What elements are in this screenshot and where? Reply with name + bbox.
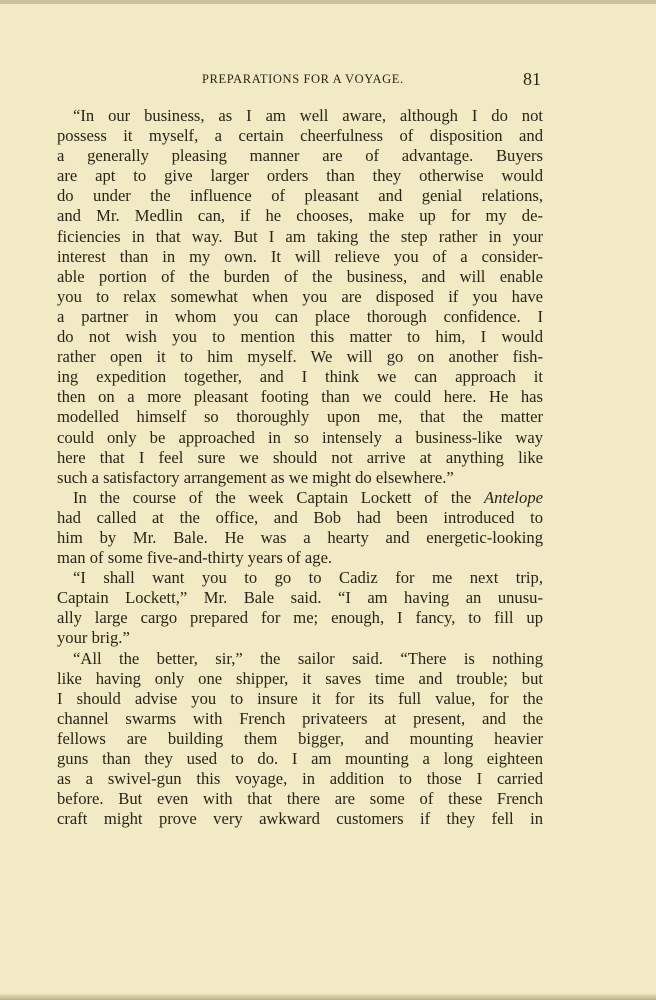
text-line [57, 649, 543, 669]
line-text: able portion of the burden of the business, and will enable [57, 266, 543, 286]
text-line [57, 448, 543, 468]
line-text: craft might prove very awkward customers if they fell in [57, 809, 543, 829]
line-text: rather open it to him myself. We will go on another fish- [57, 347, 543, 367]
text-line [57, 769, 543, 789]
text-line [57, 789, 543, 809]
line-text: do not wish you to mention this matter to him, I would [57, 327, 543, 347]
text-line [57, 669, 543, 689]
line-text: channel swarms with French privateers at present, and the [57, 708, 543, 728]
ship-name: Antelope [484, 487, 543, 507]
line-text: ally large cargo prepared for me; enough, I fancy, to fill up [57, 608, 543, 628]
text-line [57, 287, 543, 307]
text-line [57, 267, 543, 287]
text-line [57, 166, 543, 186]
text-line [57, 568, 543, 588]
line-text: interest than in my own. It will relieve you of a consider- [57, 246, 543, 266]
line-text: had called at the office, and Bob had been introduced to [57, 507, 543, 527]
line-text: man of some five-and-thirty years of age. [57, 548, 333, 568]
line-text: possess it myself, a certain cheerfulness of disposition and [57, 126, 543, 146]
text-line [57, 387, 543, 407]
line-text: guns than they used to do. I am mounting a long eighteen [57, 749, 543, 768]
line-text: are apt to give larger orders than they otherwise would [57, 166, 543, 186]
text-line [57, 468, 543, 488]
text-line [57, 247, 543, 267]
text-line [57, 709, 543, 729]
line-text: In the course of the week Captain Lockett of the [73, 487, 472, 507]
text-line [57, 407, 543, 427]
line-text: such a satisfactory arrangement as we might do elsewhere.” [57, 467, 454, 487]
text-line [57, 367, 543, 387]
line-text: “I shall want you to go to Cadiz for me next trip, [73, 568, 543, 588]
line-text: then on a more pleasant footing than we could here. He has [57, 387, 543, 407]
page-header [57, 69, 543, 91]
line-text: fellows are building them bigger, and mounting heavier [57, 728, 543, 748]
page-top-edge [0, 0, 656, 4]
line-text: do under the influence of pleasant and genial relations, [57, 186, 543, 206]
page-bottom-edge [0, 994, 656, 1000]
text-line [57, 749, 543, 769]
line-text: as a swivel-gun this voyage, in addition to those I carried [57, 769, 543, 789]
line-text: like having only one shipper, it saves time and trouble; but [57, 668, 543, 688]
text-line [57, 206, 543, 226]
line-text: here that I feel sure we should not arrive at anything like [57, 447, 543, 467]
line-text: your brig.” [57, 628, 130, 648]
text-line [57, 428, 543, 448]
line-text: and Mr. Medlin can, if he chooses, make up for my de- [57, 206, 543, 226]
text-line [57, 508, 543, 528]
page-number: 81 [523, 69, 541, 89]
line-text: could only be approached in so intensely a business-like way [57, 427, 543, 447]
line-text: you to relax somewhat when you are disposed if you have [57, 286, 543, 306]
text-line [57, 809, 543, 829]
line-text: a generally pleasing manner are of advantage. Buyers [57, 146, 543, 166]
text-line [57, 689, 543, 709]
text-line [57, 729, 543, 749]
text-line [57, 186, 543, 206]
text-line [57, 307, 543, 327]
text-line [57, 106, 543, 126]
line-text: before. But even with that there are some of these French [57, 789, 543, 809]
body-text [57, 106, 543, 829]
line-text: modelled himself so thoroughly upon me, that the matter [57, 407, 543, 427]
text-line [57, 488, 543, 508]
line-text: Captain Lockett,” Mr. Bale said. “I am having an unusu- [57, 588, 543, 608]
text-line [57, 146, 543, 166]
line-text: a partner in whom you can place thorough confidence. I [57, 306, 543, 326]
text-line [57, 126, 543, 146]
text-line [57, 588, 543, 608]
line-text: “All the better, sir,” the sailor said. “There is nothing [73, 648, 543, 668]
text-line [57, 227, 543, 247]
line-text: “In our business, as I am well aware, although I do not [73, 106, 543, 125]
line-text: ing expedition together, and I think we can approach it [57, 367, 543, 387]
text-line [57, 628, 543, 648]
running-title: PREPARATIONS FOR A VOYAGE. [202, 72, 404, 86]
text-line [57, 327, 543, 347]
text-line [57, 528, 543, 548]
text-line [57, 608, 543, 628]
text-line [57, 548, 543, 568]
line-text: I should advise you to insure it for its full value, for the [57, 688, 543, 708]
line-text: him by Mr. Bale. He was a hearty and energetic-looking [57, 527, 543, 547]
text-line [57, 347, 543, 367]
line-text: ficiencies in that way. But I am taking the step rather in your [57, 226, 543, 246]
